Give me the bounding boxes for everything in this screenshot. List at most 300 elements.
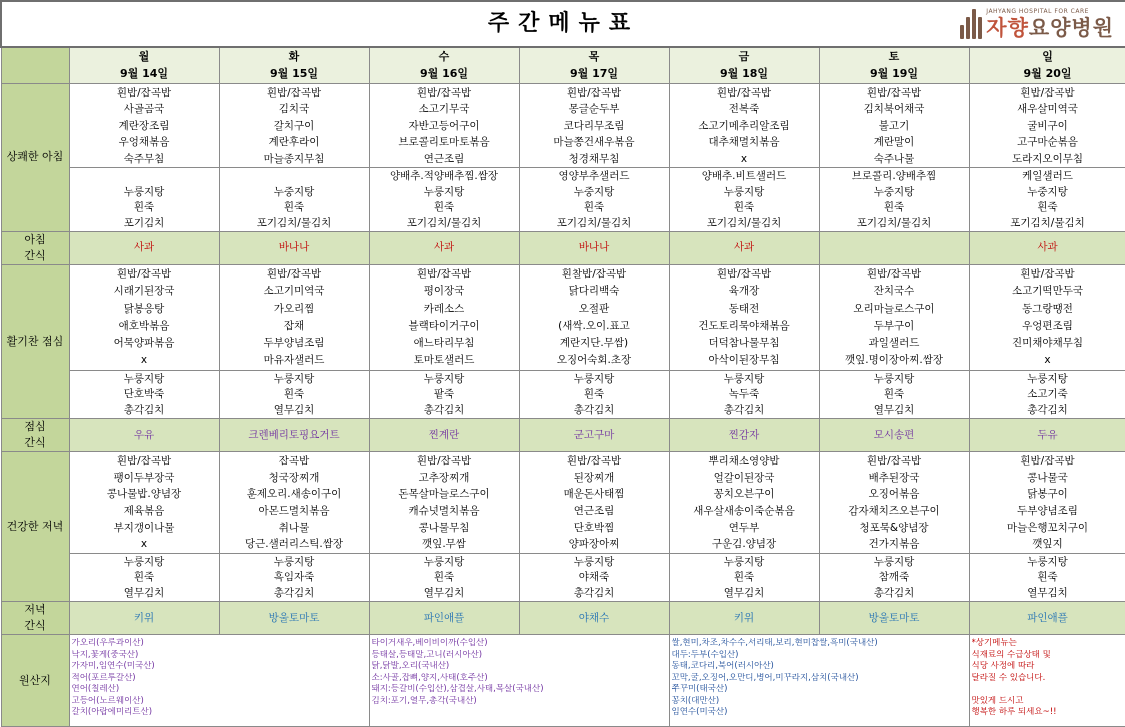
menu-item: 흰죽 [883,201,905,213]
label-line: 점심 [24,420,46,434]
origin-col2 [369,635,669,727]
menu-item: 깻잎.무쌈 [422,538,466,551]
menu-item: 총각김치 [573,586,615,599]
eve-snack-row-label [1,602,69,635]
origin-line: 연어(칠레산) [71,684,120,695]
menu-item: 흰밥/잡곡밥 [116,86,172,99]
menu-item: x [140,538,148,551]
origin-line: 닭,닭발,오리(국내산) [371,661,450,672]
menu-item: 애호박볶음 [118,319,170,332]
menu-item: 오징어볶음 [868,488,920,501]
menu-item: 진미채야채무침 [1012,337,1084,350]
menu-item: 매운돈사태찜 [563,488,625,501]
menu-item: 우엉편조림 [1022,319,1073,332]
menu-item: 팥죽 [433,388,455,401]
menu-item: 참깨죽 [878,571,910,584]
day-header [219,47,369,83]
menu-item: 된장찌개 [573,471,615,484]
menu-item: 흰밥/잡곡밥 [416,86,472,99]
menu-item: 배추된장국 [868,471,920,484]
dinner-label [1,452,69,602]
snack-cell: 키위 [669,602,819,635]
menu-item: 오징어숙회.초장 [556,354,632,367]
menu-item: 누룽지탕 [723,372,765,385]
menu-item: 누룽지탕 [873,555,915,568]
day-name: 수 [438,50,450,64]
menu-item: 흰밥/잡곡밥 [266,86,322,99]
logo-subtitle: JAHYANG HOSPITAL FOR CARE [986,8,1089,16]
origin-line: 꼬막,굴,오징어,오만디,병어,미꾸라지,삼치(국내산) [671,672,859,683]
day-header [969,47,1125,83]
menu-item: 청경채무침 [568,152,620,165]
menu-cell [819,168,969,232]
menu-item: 열무김치 [1027,586,1068,599]
menu-item: 닭다리백숙 [568,285,620,298]
origin-line: 대두:두부(수입산) [671,649,739,660]
menu-item: 꽁치오븐구이 [713,488,775,501]
menu-item: 누룽지탕 [273,372,315,385]
menu-cell [519,265,669,371]
menu-cell [369,168,519,232]
origin-line: 꽁치(대만산) [671,695,720,706]
menu-item: 자반고등어구이 [408,119,480,132]
logo-name: 자향요양병원 [986,15,1115,40]
menu-item: 코다리무조림 [563,119,625,132]
menu-item: 총각김치 [723,403,765,416]
menu-item: 취나물 [278,521,310,534]
menu-item: 마유자샐러드 [263,354,325,367]
menu-item: 마늘종지무침 [263,152,325,165]
menu-item: 토마토샐러드 [413,354,475,367]
page-title: 주간메뉴표 [487,11,640,37]
menu-item: 계란말이 [873,136,915,148]
menu-cell [69,370,219,419]
lunch-main-row [1,265,1125,371]
menu-item: 누룽지탕 [423,372,465,385]
menu-cell [219,452,369,554]
menu-item: 열무김치 [723,586,765,599]
menu-item: 흰밥/잡곡밥 [716,86,772,99]
snack-cell: 찐계란 [369,419,519,452]
menu-item: 열무김치 [273,403,315,416]
eve-snack-row [1,602,1125,635]
menu-item: 시래기된장국 [113,285,175,298]
day-header-row [1,47,1125,83]
origin-line: 쭈꾸미(태국산) [671,684,728,695]
pm-snack-row-label [1,419,69,452]
label-line: 아침 [24,233,46,246]
menu-item: 흰밥/잡곡밥 [416,268,472,280]
menu-cell [369,452,519,554]
menu-item: 누룽지탕 [573,555,615,568]
menu-item: 흰밥/잡곡밥 [566,86,622,99]
menu-item: 부지갱이나물 [113,521,175,534]
menu-item: 총각김치 [123,403,165,416]
menu-item: 청국장찌개 [268,471,320,484]
menu-item: 고추장찌개 [418,471,470,484]
snack-cell: 바나나 [219,232,369,265]
menu-item: 아삭이된장무침 [708,354,780,367]
menu-item: 콩나물밥.양념장 [106,488,182,501]
menu-item: 흰밥/잡곡밥 [416,455,472,468]
day-header [369,47,519,83]
menu-item: 몽글순두부 [568,103,620,115]
menu-item: 흰죽 [283,201,305,213]
dinner-label-text: 건강한 저녁 [6,520,64,534]
menu-item: 흰죽 [283,388,305,401]
menu-cell [669,553,819,602]
menu-item: 소고기메추리알조림 [698,119,790,132]
origin-line: 고등어(노르웨이산) [71,695,144,706]
menu-cell [519,553,669,602]
title-cell [1,1,1125,47]
menu-cell [519,83,669,168]
menu-item: 누중지탕 [573,185,615,198]
dinner-sub-row [1,553,1125,602]
label-line: 간식 [24,436,46,450]
menu-item: 김치국 [278,103,310,115]
snack-cell: 군고구마 [519,419,669,452]
hospital-logo [960,5,1114,43]
menu-item: 깻잎.명이장아찌.쌈장 [845,354,943,367]
menu-item: 불고기 [878,119,910,132]
menu-item: 누룽지탕 [573,372,615,385]
menu-item: x [140,354,148,367]
menu-item: 블랙타이거구이 [408,319,480,332]
menu-cell [519,370,669,419]
menu-cell [219,168,369,232]
day-date: 9월 15일 [269,67,319,81]
day-date: 9월 16일 [419,67,469,81]
menu-item: 흑임자죽 [273,571,315,584]
menu-item: 건도토리묵야채볶음 [698,319,790,332]
breakfast-main-row [1,83,1125,168]
menu-item: 뿌리채소영양밥 [708,455,780,468]
menu-cell [369,370,519,419]
menu-item: 열무김치 [123,586,165,599]
menu-item: 새우살새송이죽순볶음 [693,505,795,518]
menu-item: 포기김치/물김치 [706,216,782,229]
menu-item: 숙주나물 [873,152,915,165]
origin-col1 [69,635,369,727]
menu-item: 흰죽 [1037,571,1058,584]
menu-cell [69,83,219,168]
menu-item: 소고기떡만두국 [1012,285,1084,298]
menu-item: 케일샐러드 [1022,170,1073,182]
menu-item: 가오리찜 [273,302,315,315]
breakfast-label-text: 상쾌한 아침 [6,150,64,164]
menu-item: 단호박찜 [573,521,615,534]
menu-item: 연근조림 [423,152,465,165]
menu-item: 훈제오리.새송이구이 [246,488,342,501]
menu-item: x [1044,354,1051,367]
menu-item: 총각김치 [1027,403,1068,416]
menu-item: 영양부추샐러드 [558,170,630,182]
origin-line: 식재료의 수급상태 및 [971,649,1051,660]
menu-item: 흰죽 [433,201,455,213]
menu-item: 새우살미역국 [1017,103,1078,115]
menu-item: 흰죽 [733,571,755,584]
menu-item: 누룽지탕 [273,555,315,568]
day-header [519,47,669,83]
origin-line: 적어(포르투갈산) [71,672,136,683]
menu-item: 흰죽 [583,201,605,213]
menu-cell [219,370,369,419]
origin-col4 [969,635,1125,727]
menu-item: 누룽지탕 [423,185,465,198]
origin-line: 가오리(우루과이산) [71,638,144,649]
snack-cell: 키위 [69,602,219,635]
menu-item: 계란지단.무쌈) [559,337,629,350]
menu-item: 흰찰밥/잡곡밥 [561,268,627,280]
origin-line: 달라질 수 있습니다. [971,672,1046,683]
menu-item: 콩나물무침 [418,521,470,534]
origin-label: 원산지 [1,635,69,727]
menu-cell [219,83,369,168]
menu-cell [219,553,369,602]
origin-line: *상기메뉴는 [971,638,1017,649]
menu-item: 평이장국 [423,285,465,298]
menu-item: 건가지볶음 [868,538,920,551]
lunch-label-text: 활기찬 점심 [6,334,64,348]
label-line: 저녁 [24,603,46,617]
menu-item: 포기김치/물김치 [256,216,332,229]
label-line: 간식 [24,249,46,262]
snack-cell: 사과 [969,232,1125,265]
day-name: 화 [288,50,300,64]
menu-item: x [740,152,748,165]
snack-cell: 방울토마토 [219,602,369,635]
menu-item: 흰죽 [733,201,755,213]
origin-line: 등태살,등태말,고니(러시아산) [371,649,483,660]
menu-item: 누룽지탕 [123,555,165,568]
day-header [669,47,819,83]
menu-item: 양배추.비트샐러드 [701,170,787,182]
menu-cell [819,452,969,554]
menu-item: 포기김치/물김치 [1010,216,1085,229]
am-snack-row-label [1,232,69,265]
menu-item: 총각김치 [573,403,615,416]
menu-item: (새싹.오이.표고 [558,319,630,332]
origin-line: 돼지:등갈비(수입산),삼겹살,사태,목살(국내산) [371,684,544,695]
menu-item: 감자채치즈오븐구이 [848,505,940,518]
menu-item: 야채죽 [578,571,610,584]
menu-item: 구운김.양념장 [711,538,777,551]
snack-cell: 파인애플 [369,602,519,635]
menu-item: 갈치구이 [273,119,315,132]
menu-item: 깻잎지 [1032,538,1063,551]
origin-row [1,635,1125,727]
day-date: 9월 18일 [719,67,769,81]
origin-line: 갈치(아랍에미리트산) [71,707,153,718]
menu-item: 소고기무국 [418,103,470,115]
menu-item: 오리마늘로스구이 [853,302,935,315]
menu-item: 누룽지탕 [873,372,915,385]
snack-cell: 두유 [969,419,1125,452]
menu-item: 잔치국수 [873,285,915,298]
menu-item: 카레소스 [423,302,465,315]
menu-cell [669,452,819,554]
origin-line: 쌀,현미,차조,차수수,서리태,보리,현미찹쌀,흑미(국내산) [671,638,878,649]
menu-cell [669,83,819,168]
menu-item: 숙주무침 [123,152,165,165]
menu-item: 닭봉응탕 [123,302,165,315]
origin-line [972,684,1124,696]
origin-col3 [669,635,969,727]
menu-item: 총각김치 [273,586,315,599]
menu-item: 연두부 [728,521,760,534]
lunch-sub-row [1,370,1125,419]
menu-item: 열무김치 [873,403,915,416]
day-name: 토 [888,50,900,64]
snack-cell: 방울토마토 [819,602,969,635]
corner-cell [1,47,69,83]
origin-line: 소:사골,잡뼈,양지,사태(호주산) [371,672,488,683]
menu-item: 팽이두부장국 [113,471,175,484]
menu-item: 브로콜리.양배추찜 [851,170,937,182]
menu-item: 흰밥/잡곡밥 [1020,86,1075,99]
snack-cell: 우유 [69,419,219,452]
menu-item: 동그랑땡전 [1022,302,1073,315]
menu-item: 육개장 [728,285,760,298]
menu-cell [669,370,819,419]
menu-item: 흰밥/잡곡밥 [866,86,922,99]
menu-item: 총각김치 [873,586,915,599]
snack-cell: 야채수 [519,602,669,635]
menu-item: 닭봉구이 [1027,488,1068,501]
menu-item: 누룽지탕 [723,555,765,568]
menu-item: 연근조림 [573,505,615,518]
menu-item: 소고기미역국 [263,285,325,298]
menu-item: 두부양념조림 [263,337,325,350]
menu-item: 대추채멸치볶음 [708,136,780,148]
menu-item: 얼갈이된장국 [713,471,775,484]
snack-cell [819,232,969,265]
menu-item: 두부양념조림 [1017,505,1078,518]
menu-item: 콩나물국 [1027,471,1068,484]
menu-item: 누중지탕 [273,185,315,198]
menu-item: 흰죽 [433,571,455,584]
menu-cell [969,168,1125,232]
menu-cell [969,83,1125,168]
menu-item: 김치북어채국 [863,103,925,115]
day-header [819,47,969,83]
menu-item: 누룽지탕 [1027,555,1068,568]
breakfast-sub-row [1,168,1125,232]
menu-cell [669,168,819,232]
menu-item [222,169,367,185]
day-date: 9월 20일 [1023,67,1072,81]
day-name: 일 [1042,50,1053,64]
menu-item: 누중지탕 [1027,185,1068,198]
day-date: 9월 19일 [869,67,919,81]
menu-item: 과일샐러드 [868,337,920,350]
menu-item: 계란장조림 [118,119,170,132]
pm-snack-row [1,419,1125,452]
menu-item: 녹두죽 [728,388,760,401]
menu-cell [69,553,219,602]
lunch-label [1,265,69,419]
menu-item: 두부구이 [873,319,915,332]
menu-item: 제육볶음 [123,505,165,518]
origin-line: 가자미,임연수(미국산) [71,661,155,672]
menu-item: 동태전 [728,302,760,315]
menu-cell [819,83,969,168]
menu-item: 흰밥/잡곡밥 [566,455,622,468]
menu-item: 우엉채볶음 [118,136,170,148]
origin-line: 식당 사정에 따라 [971,661,1035,672]
logo-bars-icon [960,9,982,39]
menu-cell [69,168,219,232]
menu-cell [969,553,1125,602]
menu-item: 양배추.적양배추찜.쌈장 [389,170,499,182]
menu-item: 도라지오이무침 [1012,152,1084,165]
menu-item: 흰밥/잡곡밥 [116,268,172,280]
menu-item: 총각김치 [423,403,465,416]
menu-item: 흰밥/잡곡밥 [1020,268,1075,280]
menu-item: 흰밥/잡곡밥 [716,268,772,280]
snack-cell: 바나나 [519,232,669,265]
menu-cell [369,265,519,371]
menu-item: 흰죽 [1037,201,1058,213]
day-name: 금 [738,50,750,64]
menu-item: 단호박죽 [123,388,165,401]
menu-item: 흰밥/잡곡밥 [1020,455,1075,468]
snack-cell: 크렌베리토핑요거트 [219,419,369,452]
menu-cell [369,83,519,168]
snack-cell: 모시송편 [819,419,969,452]
menu-item: 열무김치 [423,586,465,599]
menu-item: 애느타리무침 [413,337,475,350]
menu-item: 양파장아찌 [568,538,620,551]
origin-line: 동태,코다리,북어(러시아산) [671,661,774,672]
menu-item: 당근.샐러리스틱.쌈장 [245,538,343,551]
menu-cell [369,553,519,602]
menu-cell [69,265,219,371]
menu-item: 흰밥/잡곡밥 [866,455,922,468]
day-date: 9월 17일 [569,67,619,81]
menu-item: 누룽지탕 [123,185,165,198]
snack-cell: 사과 [669,232,819,265]
menu-item: 어묵양파볶음 [113,337,175,350]
menu-item: 잡채 [283,319,305,332]
menu-item: 청포묵&양념장 [859,521,929,534]
menu-item: 소고기죽 [1027,388,1068,401]
menu-item: 포기김치 [123,216,165,229]
menu-cell [819,370,969,419]
breakfast-label [1,83,69,232]
menu-item: 흰밥/잡곡밥 [116,455,172,468]
menu-item: 포기김치/물김치 [556,216,632,229]
menu-item: 누중지탕 [873,185,915,198]
menu-item: 포기김치/물김치 [406,216,482,229]
origin-line: 낙지,꽃게(중국산) [71,649,139,660]
origin-line: 김치:포기,열무,총각(국내산) [371,695,477,706]
menu-item: 사골곰국 [123,103,165,115]
menu-item: 고구마순볶음 [1017,136,1078,148]
dinner-main-row [1,452,1125,554]
menu-item: 흰죽 [583,388,605,401]
menu-cell [219,265,369,371]
snack-cell: 사과 [69,232,219,265]
menu-item: 누룽지탕 [123,372,165,385]
menu-item: 돈목살마늘로스구이 [398,488,490,501]
menu-item: 포기김치/물김치 [856,216,932,229]
origin-line: 맛있게 드시고 [971,695,1024,706]
snack-cell: 파인애플 [969,602,1125,635]
menu-item: 더덕참나물무침 [708,337,780,350]
menu-item: 캐슈넛멸치볶음 [408,505,480,518]
